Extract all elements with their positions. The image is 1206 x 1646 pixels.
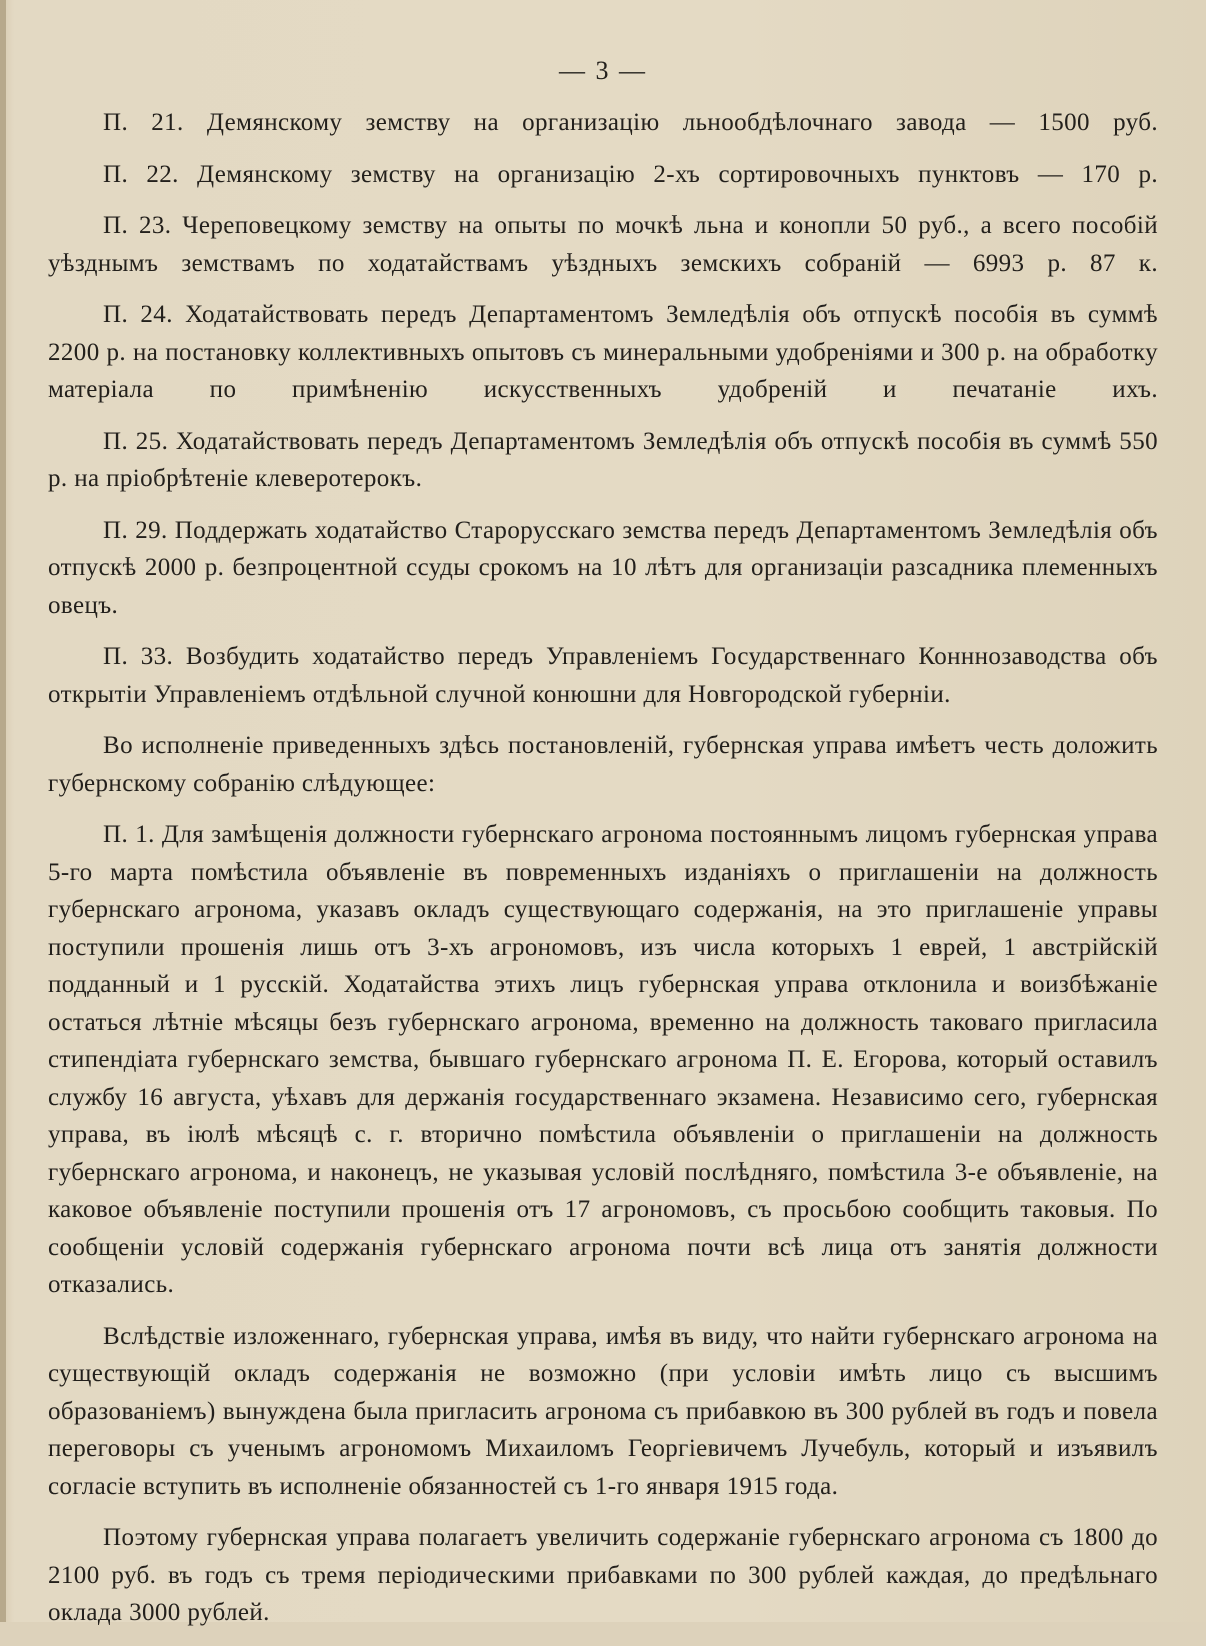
paragraph: П. 21. Демянскому земству на организацію льнообдѣлочнаго завода — 1500 руб.	[103, 109, 1158, 136]
paragraph: Вслѣдствіе изложеннаго, губернская управа, имѣя въ виду, что найти губернскаго агронома на существующій окладъ содержанія не возможно (при условіи имѣть лицо съ высшимъ образованіемъ) вынуждена была пригласить агронома съ прибавкою въ 300 рублей въ годъ и повела переговоры съ ученымъ агрономомъ Михаиломъ Георгіевичемъ Лучебуль, который и изъявилъ согласіе вступить въ исполненіе обязанностей съ 1-го января 1915 года.	[48, 1322, 1158, 1500]
document-body	[48, 104, 1158, 1646]
paragraph: Во исполненіе приведенныхъ здѣсь постановленій, губернская управа имѣетъ честь доложить губернскому собранію слѣдующее:	[48, 732, 1158, 797]
page-binding-edge	[0, 0, 6, 1622]
paragraph: П. 24. Ходатайствовать передъ Департаментомъ Земледѣлія объ отпускѣ пособія въ суммѣ 2200 р. на постановку коллективныхъ опытовъ съ минеральными удобреніями и 300 р. на обработку матеріала по примѣненію искусственныхъ удобреній и печатаніе ихъ.	[48, 301, 1158, 403]
paragraph: П. 25. Ходатайствовать передъ Департаментомъ Земледѣлія объ отпускѣ пособія въ суммѣ 550 р. на пріобрѣтеніе клеверотерокъ.	[48, 427, 1158, 492]
paragraph: Поэтому губернская управа полагаетъ увеличить содержаніе губернскаго агронома съ 1800 до 2100 руб. въ годъ съ тремя періодическими прибавками по 300 рублей каждая, до предѣльнаго оклада 3000 рублей.	[48, 1524, 1158, 1626]
paragraph: П. 22. Демянскому земству на организацію 2-хъ сортировочныхъ пунктовъ — 170 р.	[103, 160, 1158, 188]
paragraph: П. 1. Для замѣщенія должности губернскаго агронома постояннымъ лицомъ губернская управа 5-го марта помѣстила объявленіе въ повременныхъ изданіяхъ о приглашеніи на должность губернскаго агронома, указавъ окладъ существующаго содержанія, на это приглашеніе управы поступили прошенія лишь отъ 3-хъ агрономовъ, изъ числа которыхъ 1 еврей, 1 австрійскій подданный и 1 русскій. Ходатайства этихъ лицъ губернская управа отклонила и воизбѣжаніе остаться лѣтніе мѣсяцы безъ губернскаго агронома, временно на должность таковаго пригласила стипендіата губернскаго земства, бывшаго губернскаго агронома П. Е. Егорова, который оставилъ службу 16 августа, уѣхавъ для держанія государственнаго экзамена. Независимо сего, губернская управа, въ іюлѣ мѣсяцѣ с. г. вторично помѣстила объявленіи о приглашеніи на должность губернскаго агронома, и наконецъ, не указывая условій послѣдняго, помѣстила 3-е объявленіе, на каковое объявленіе поступили прошенія отъ 17 агрономовъ, съ просьбою сообщить таковыя. По сообщеніи условій содержанія губернскаго агронома почти всѣ лица отъ занятія должности отказались.	[48, 821, 1158, 1298]
paragraph: П. 29. Поддержать ходатайство Старорусскаго земства передъ Департаментомъ Земледѣлія объ отпускѣ 2000 р. безпроцентной ссуды срокомъ на 10 лѣтъ для организаціи разсадника племенныхъ овецъ.	[48, 516, 1158, 619]
paragraph: П. 23. Череповецкому земству на опыты по мочкѣ льна и конопли 50 руб., а всего пособій уѣзднымъ земствамъ по ходатайствамъ уѣздныхъ земскихъ собраній — 6993 р. 87 к.	[48, 212, 1158, 277]
paragraph: П. 33. Возбудить ходатайство передъ Управленіемъ Государственнаго Конннозаводства объ открытіи Управленіемъ отдѣльной случной конюшни для Новгородской губерніи.	[48, 643, 1158, 708]
page-number: — 3 —	[559, 56, 647, 85]
